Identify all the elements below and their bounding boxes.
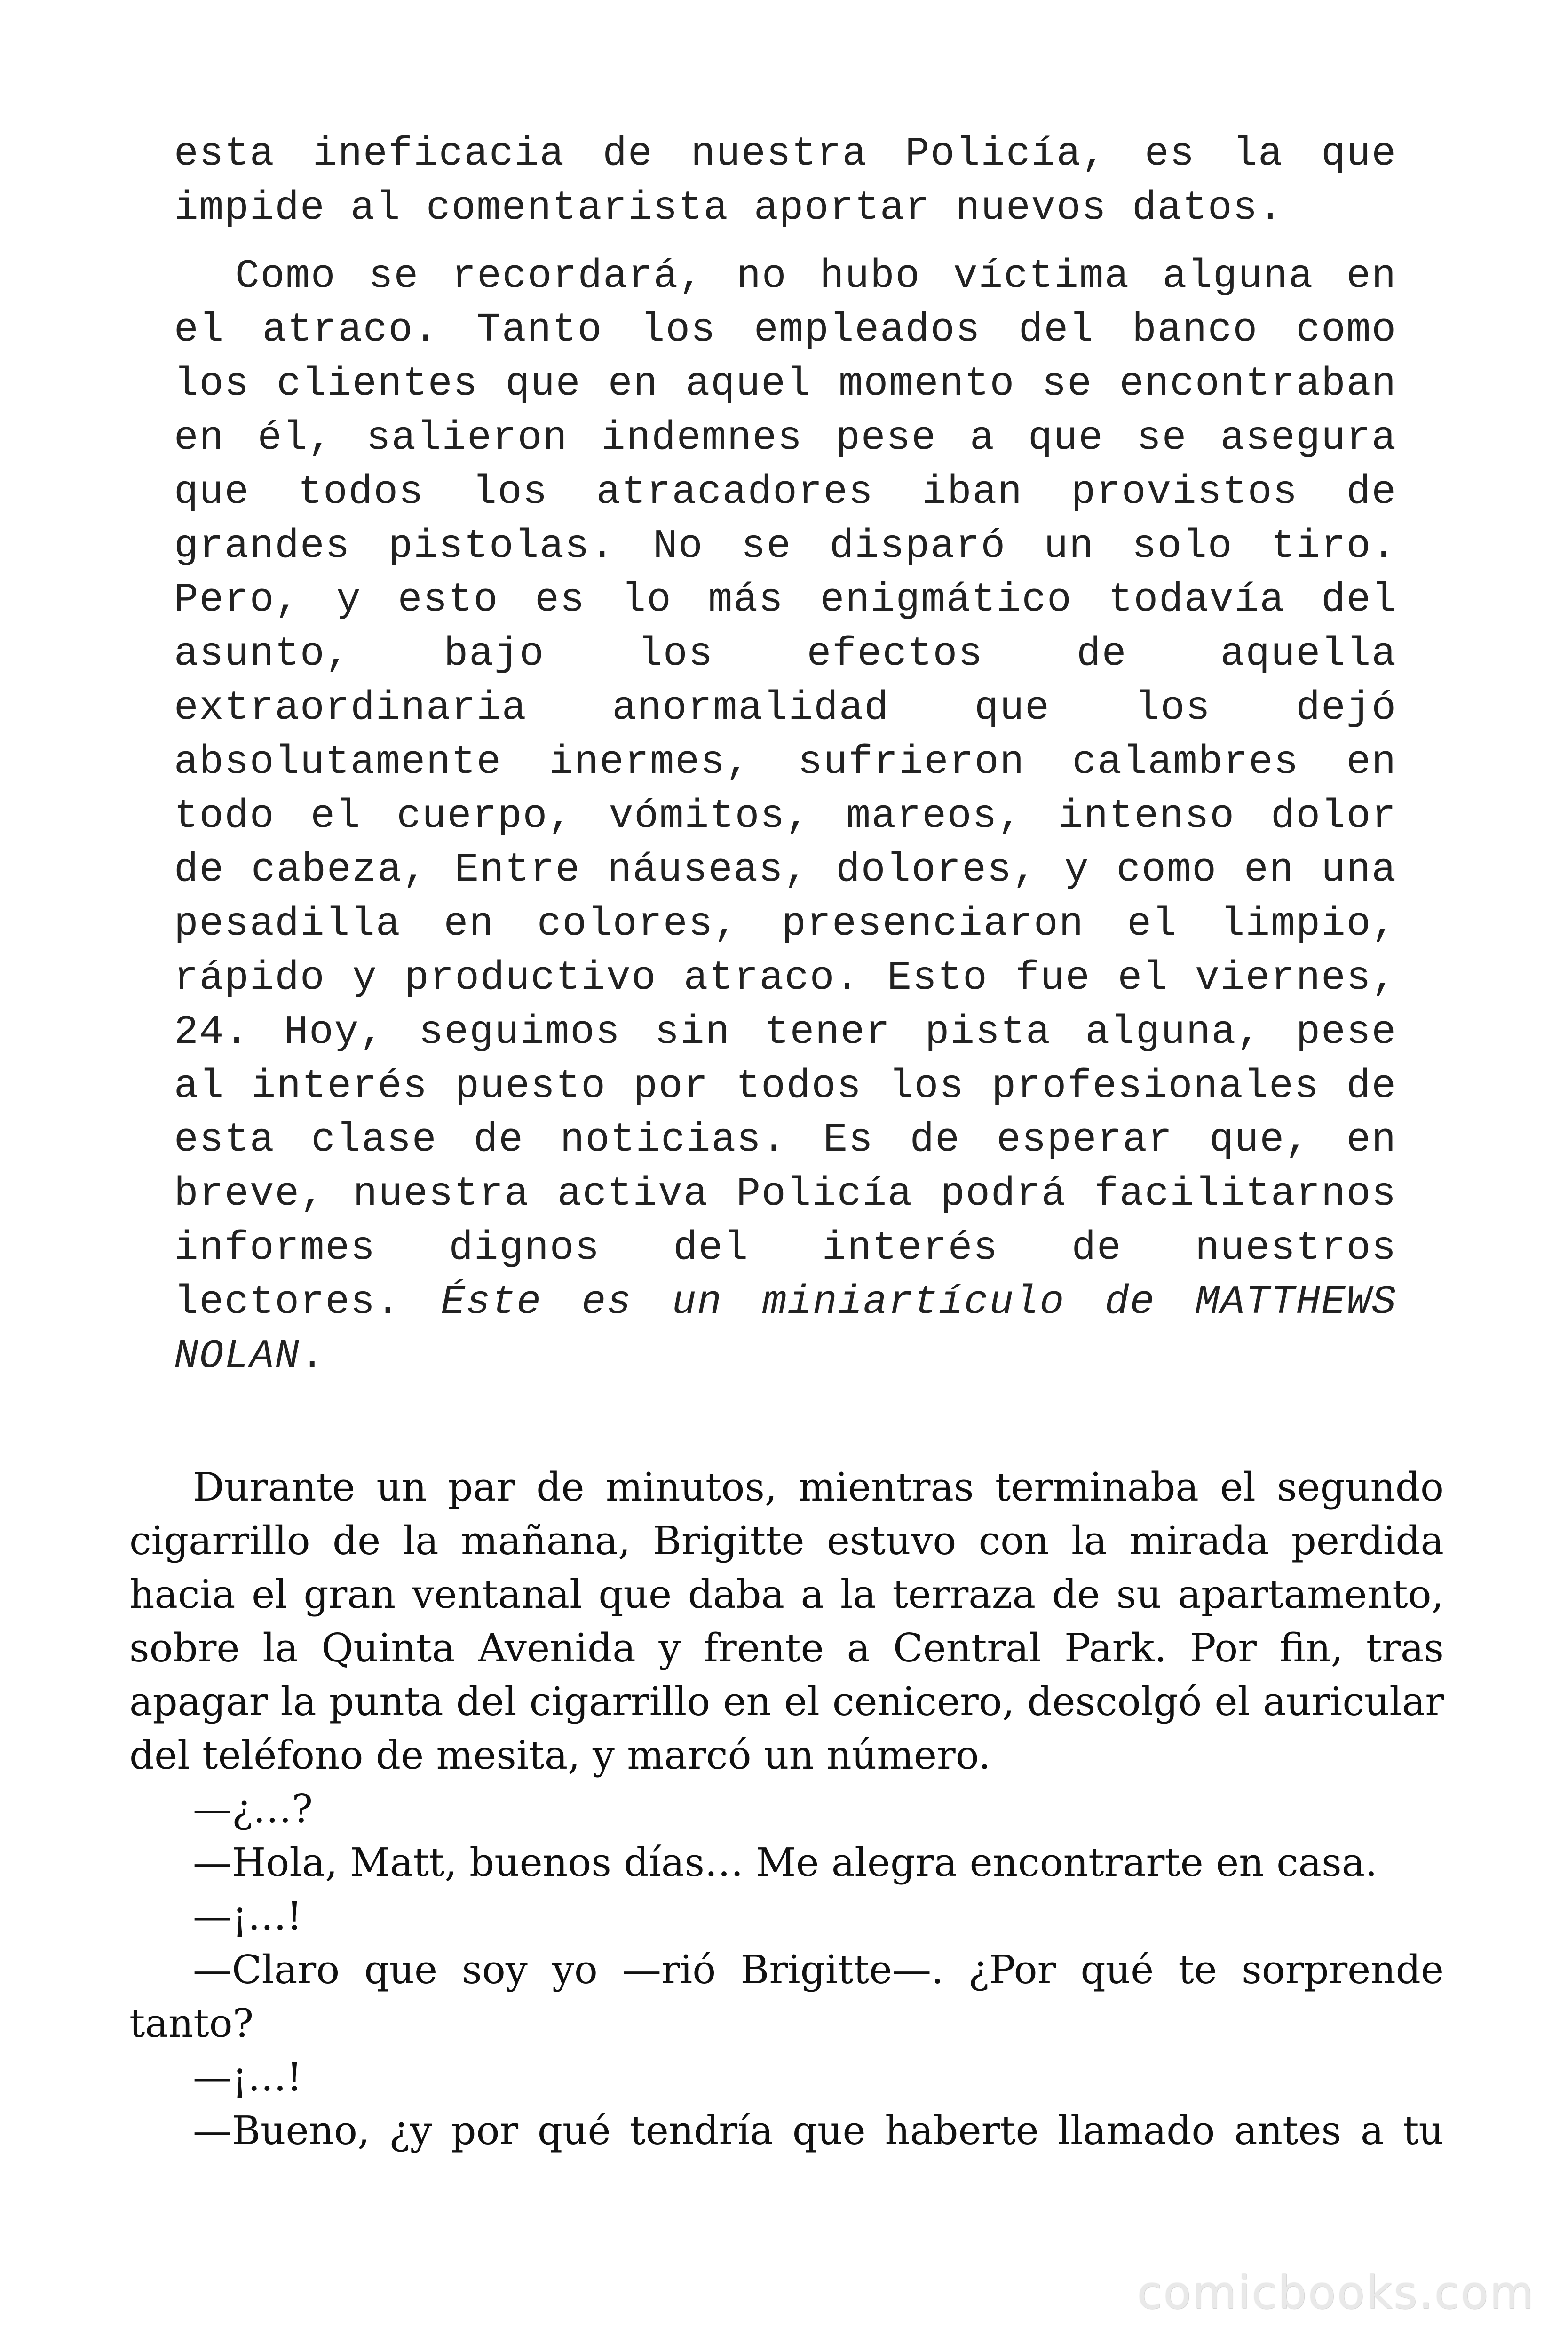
dialogue-line: —Bueno, ¿y por qué tendría que haberte llamado antes a tu [193, 2108, 1444, 2153]
newspaper-article [174, 127, 1397, 1383]
dialogue-line: —Hola, Matt, buenos días… Me alegra encontrarte en casa. [193, 1840, 1378, 1885]
narrative-text [129, 1461, 1444, 2158]
narrative-paragraph: Durante un par de minutos, mientras terminaba el segundo cigarrillo de la mañana, Brigitte estuvo con la mirada perdida hacia el gran ventanal que daba a la terraza de su apartamento, sobre la Quinta Avenida y frente a Central Park. Por fin, tras apagar la punta del cigarrillo en el cenicero, descolgó el auricular del teléfono de mesita, y marcó un número. [129, 1464, 1444, 1778]
watermark-logo: comicbooks.com [1137, 2266, 1535, 2319]
dialogue-line: —¡…! [193, 1893, 302, 1939]
dialogue-line: —¡…! [193, 2054, 302, 2100]
article-lead-paragraph: esta ineficacia de nuestra Policía, es la que impide al comentarista aportar nuevos datos. [174, 131, 1397, 231]
article-signoff: Éste es un miniartículo de MATTHEWS NOLAN [174, 1279, 1397, 1379]
article-signoff-period: . [300, 1333, 325, 1379]
article-body-paragraph [174, 249, 1397, 1383]
dialogue-line: —Claro que soy yo —rió Brigitte—. ¿Por qué te sorprende tanto? [129, 1947, 1444, 2046]
dialogue-line: —¿…? [193, 1786, 313, 1832]
article-body-text: Como se recordará, no hubo víctima alguna en el atraco. Tanto los empleados del banco como los clientes que en aquel momento se encontraban en él, salieron indemnes pese a que se asegura que todos los atracadores iban provistos de grandes pistolas. No se disparó un solo tiro. Pero, y esto es lo más enigmático todavía del asunto, bajo los efectos de aquella extraordinaria anormalidad que los dejó absolutamente inermes, sufrieron calambres en todo el cuerpo, vómitos, mareos, intenso dolor de cabeza, Entre náuseas, dolores, y como en una pesadilla en colores, presenciaron el limpio, rápido y productivo atraco. Esto fue el viernes, 24. Hoy, seguimos sin tener pista alguna, pese al interés puesto por todos los profesionales de esta clase de noticias. Es de esperar que, en breve, nuestra activa Policía podrá facilitarnos informes dignos del interés de nuestros lectores. [174, 253, 1397, 1325]
